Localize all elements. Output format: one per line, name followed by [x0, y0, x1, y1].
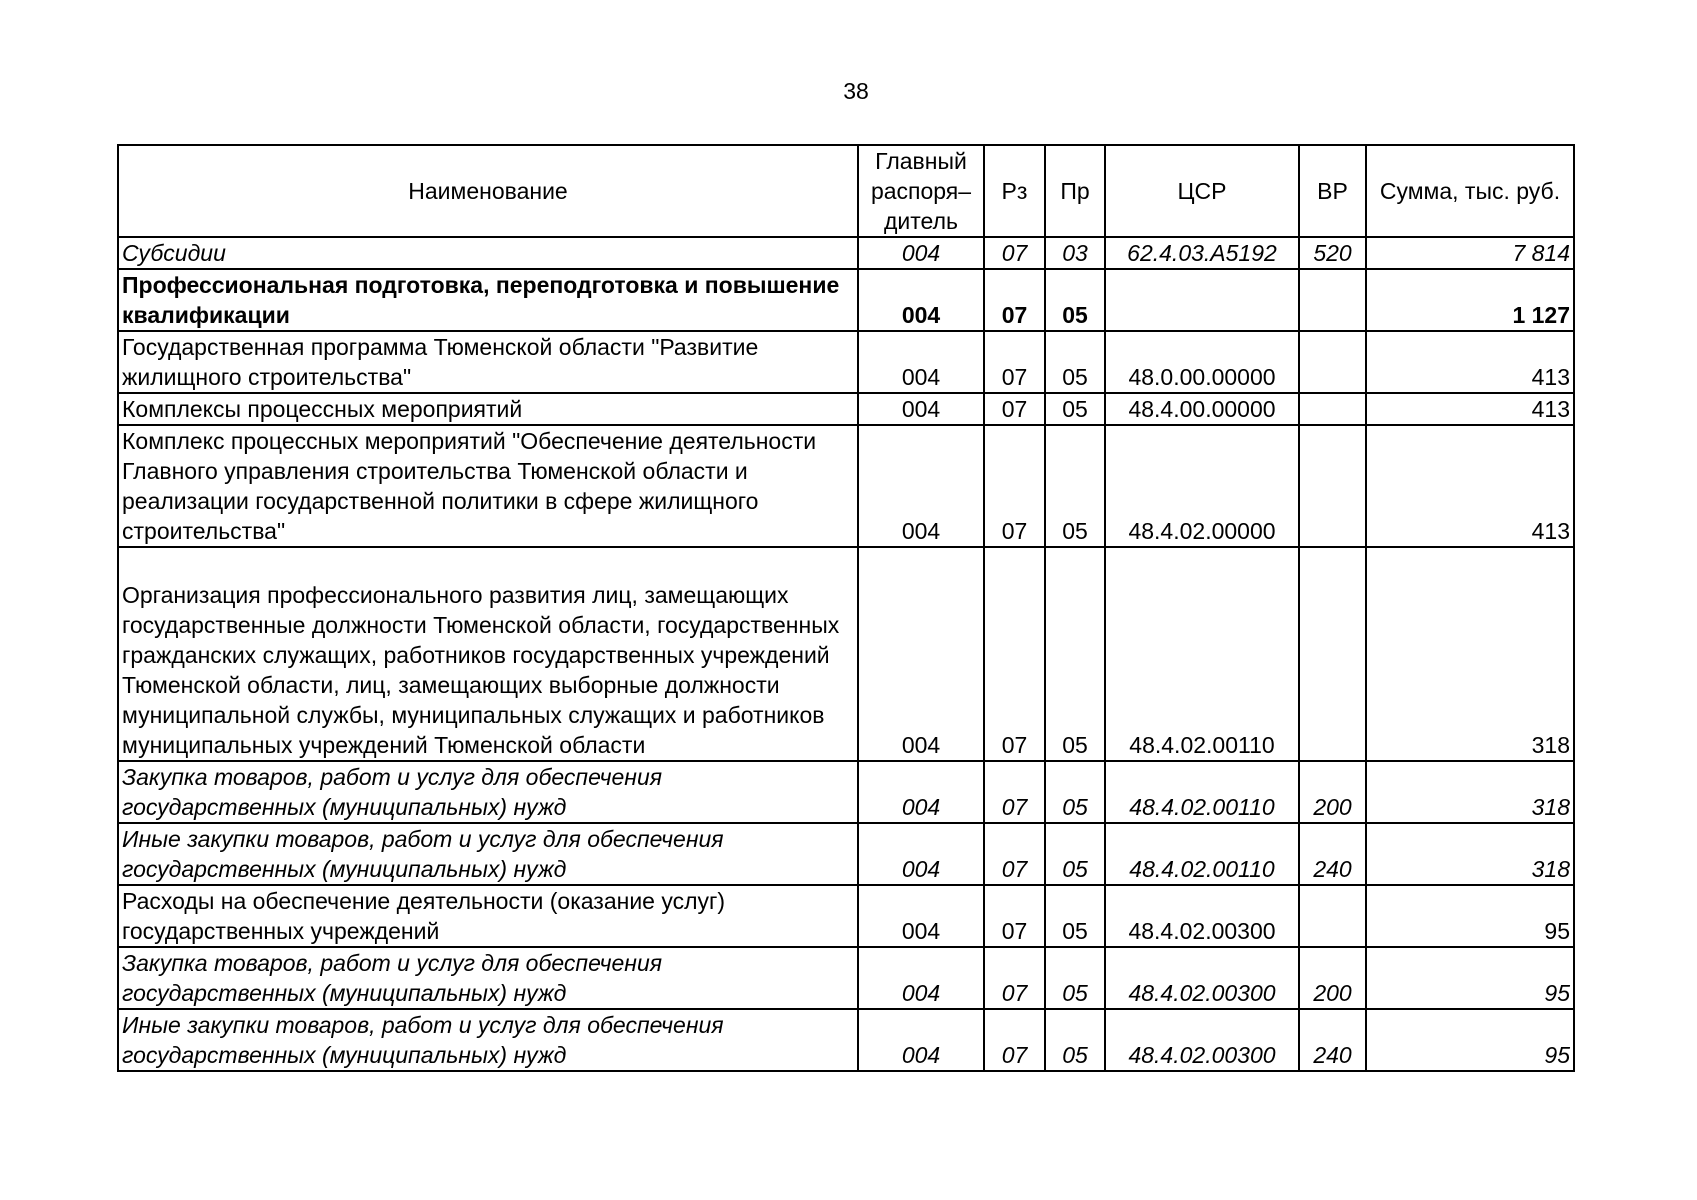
row-sum: 318	[1366, 823, 1574, 885]
row-main-admin: 004	[858, 547, 984, 761]
row-rz: 07	[984, 237, 1045, 269]
row-sum: 95	[1366, 947, 1574, 1009]
row-rz: 07	[984, 1009, 1045, 1071]
row-sum: 95	[1366, 885, 1574, 947]
row-rz: 07	[984, 331, 1045, 393]
row-pr: 05	[1045, 393, 1105, 425]
row-rz: 07	[984, 393, 1045, 425]
table-row	[118, 547, 1574, 761]
row-vr: 520	[1299, 237, 1366, 269]
row-main-admin: 004	[858, 425, 984, 547]
row-pr: 05	[1045, 331, 1105, 393]
row-vr: 240	[1299, 823, 1366, 885]
row-name: Государственная программа Тюменской области "Развитие жилищного строительства"	[118, 331, 858, 393]
row-sum: 413	[1366, 425, 1574, 547]
budget-table	[117, 144, 1575, 1072]
row-main-admin: 004	[858, 761, 984, 823]
row-csr: 48.4.02.00000	[1105, 425, 1299, 547]
row-sum: 413	[1366, 393, 1574, 425]
header-vr: ВР	[1299, 145, 1366, 237]
header-rz: Рз	[984, 145, 1045, 237]
row-rz: 07	[984, 947, 1045, 1009]
table-row	[118, 947, 1574, 1009]
row-main-admin: 004	[858, 885, 984, 947]
row-csr: 48.0.00.00000	[1105, 331, 1299, 393]
row-csr	[1105, 269, 1299, 331]
header-main-admin: Главный распоря– дитель	[858, 145, 984, 237]
row-csr: 48.4.02.00300	[1105, 947, 1299, 1009]
row-pr: 05	[1045, 947, 1105, 1009]
row-csr: 48.4.02.00110	[1105, 761, 1299, 823]
table-row	[118, 425, 1574, 547]
row-rz: 07	[984, 425, 1045, 547]
row-sum: 318	[1366, 547, 1574, 761]
row-pr: 05	[1045, 823, 1105, 885]
row-pr: 05	[1045, 547, 1105, 761]
row-vr	[1299, 393, 1366, 425]
table-row	[118, 761, 1574, 823]
table-row	[118, 885, 1574, 947]
row-rz: 07	[984, 761, 1045, 823]
row-vr	[1299, 885, 1366, 947]
row-pr: 05	[1045, 425, 1105, 547]
row-vr	[1299, 269, 1366, 331]
table-row	[118, 331, 1574, 393]
row-pr: 05	[1045, 1009, 1105, 1071]
row-vr: 240	[1299, 1009, 1366, 1071]
row-csr: 62.4.03.А5192	[1105, 237, 1299, 269]
table-row	[118, 393, 1574, 425]
row-csr: 48.4.00.00000	[1105, 393, 1299, 425]
row-name: Профессиональная подготовка, переподготовка и повышение квалификации	[118, 269, 858, 331]
row-main-admin: 004	[858, 393, 984, 425]
row-name: Иные закупки товаров, работ и услуг для обеспечения государственных (муниципальных) нужд	[118, 1009, 858, 1071]
row-main-admin: 004	[858, 1009, 984, 1071]
row-vr	[1299, 331, 1366, 393]
row-csr: 48.4.02.00300	[1105, 1009, 1299, 1071]
row-vr	[1299, 425, 1366, 547]
row-rz: 07	[984, 823, 1045, 885]
table-row	[118, 1009, 1574, 1071]
row-name: Иные закупки товаров, работ и услуг для обеспечения государственных (муниципальных) нужд	[118, 823, 858, 885]
row-name: Субсидии	[118, 237, 858, 269]
header-sum: Сумма, тыс. руб.	[1366, 145, 1574, 237]
row-name: Комплекс процессных мероприятий "Обеспечение деятельности Главного управления строительства Тюменской области и реализации государственной политики в сфере жилищного строительства"	[118, 425, 858, 547]
row-sum: 95	[1366, 1009, 1574, 1071]
page-number: 38	[843, 78, 869, 104]
row-sum: 318	[1366, 761, 1574, 823]
row-name: Расходы на обеспечение деятельности (оказание услуг) государственных учреждений	[118, 885, 858, 947]
row-rz: 07	[984, 885, 1045, 947]
row-pr: 05	[1045, 269, 1105, 331]
row-vr: 200	[1299, 761, 1366, 823]
row-pr: 03	[1045, 237, 1105, 269]
row-main-admin: 004	[858, 237, 984, 269]
row-main-admin: 004	[858, 331, 984, 393]
row-sum: 413	[1366, 331, 1574, 393]
table-row	[118, 269, 1574, 331]
table-row	[118, 823, 1574, 885]
row-vr	[1299, 547, 1366, 761]
row-pr: 05	[1045, 761, 1105, 823]
row-name: Закупка товаров, работ и услуг для обеспечения государственных (муниципальных) нужд	[118, 947, 858, 1009]
row-rz: 07	[984, 547, 1045, 761]
row-main-admin: 004	[858, 823, 984, 885]
header-name: Наименование	[118, 145, 858, 237]
row-sum: 7 814	[1366, 237, 1574, 269]
header-csr: ЦСР	[1105, 145, 1299, 237]
row-name: Закупка товаров, работ и услуг для обеспечения государственных (муниципальных) нужд	[118, 761, 858, 823]
row-name: Организация профессионального развития лиц, замещающих государственные должности Тюменской области, государственных гражданских служащих, работников государственных учреждений Тюменской области, лиц, замещающих выборные должности муниципальной службы, муниципальных служащих и работников муниципальных учреждений Тюменской области	[118, 547, 858, 761]
row-csr: 48.4.02.00110	[1105, 823, 1299, 885]
row-csr: 48.4.02.00300	[1105, 885, 1299, 947]
row-main-admin: 004	[858, 947, 984, 1009]
row-csr: 48.4.02.00110	[1105, 547, 1299, 761]
table-header-row	[118, 145, 1574, 237]
table-row	[118, 237, 1574, 269]
row-pr: 05	[1045, 885, 1105, 947]
row-main-admin: 004	[858, 269, 984, 331]
row-vr: 200	[1299, 947, 1366, 1009]
header-pr: Пр	[1045, 145, 1105, 237]
row-name: Комплексы процессных мероприятий	[118, 393, 858, 425]
row-sum: 1 127	[1366, 269, 1574, 331]
row-rz: 07	[984, 269, 1045, 331]
